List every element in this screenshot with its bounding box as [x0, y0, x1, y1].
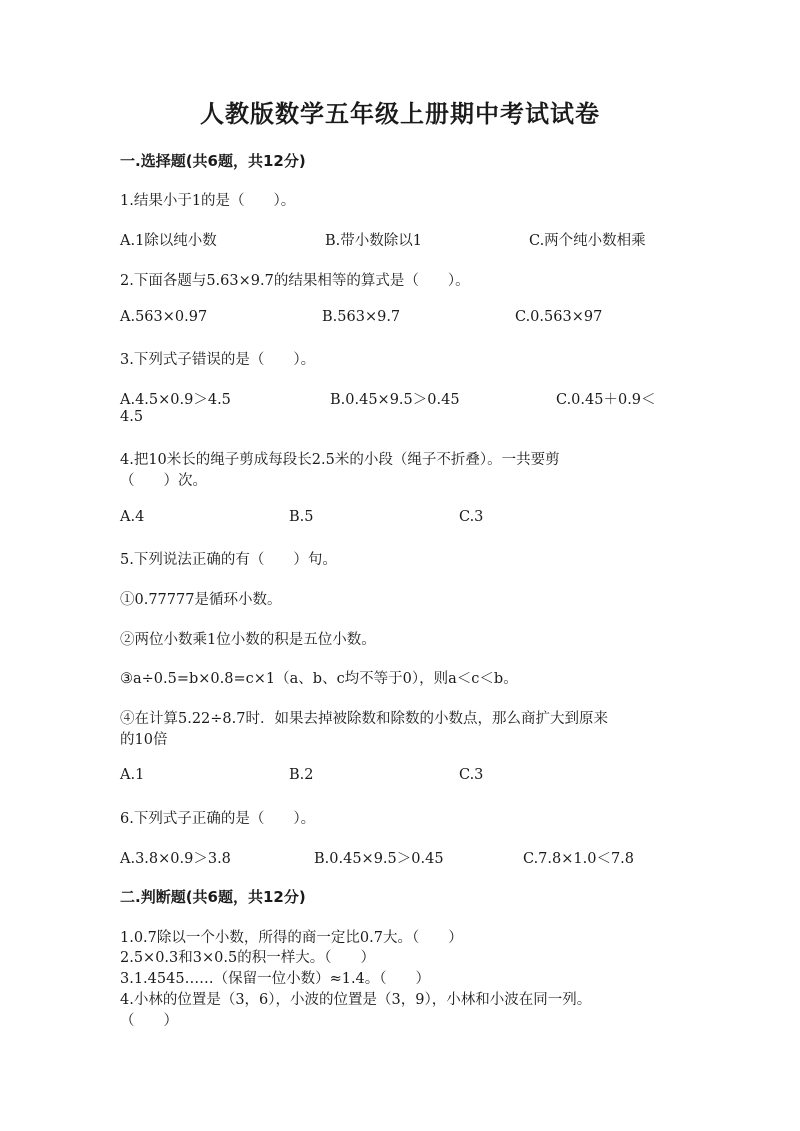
judgment-item-1: 1.0.7除以一个小数，所得的商一定比0.7大。（ ） [120, 930, 463, 946]
question-5-statement-1: ①0.77777是循环小数。 [120, 592, 282, 608]
question-6-stem: 6.下列式子正确的是（ ）。 [120, 811, 316, 827]
question-3-option-a: A.4.5×0.9＞4.5 [120, 392, 231, 408]
page-title: 人教版数学五年级上册期中考试试卷 [200, 100, 600, 128]
question-2-option-a: A.563×0.97 [120, 309, 208, 325]
question-4-stem-continued: （ ）次。 [120, 473, 207, 489]
question-5-statement-2: ②两位小数乘1位小数的积是五位小数。 [120, 632, 376, 648]
question-1-option-b: B.带小数除以1 [325, 233, 422, 249]
question-5-statement-3: ③a÷0.5=b×0.8=c×1（a、b、c均不等于0），则a＜c＜b。 [120, 671, 518, 687]
question-3-option-c: C.0.45＋0.9＜ [556, 392, 656, 408]
question-3-option-b: B.0.45×9.5＞0.45 [330, 392, 460, 408]
question-4-option-b: B.5 [289, 509, 314, 525]
question-5-option-a: A.1 [120, 767, 145, 783]
question-5-statement-4-continued: 的10倍 [120, 732, 168, 748]
question-1-stem: 1.结果小于1的是（ ）。 [120, 193, 296, 209]
question-6-option-a: A.3.8×0.9＞3.8 [120, 851, 231, 867]
question-4-option-a: A.4 [120, 509, 145, 525]
question-3-option-c-continued: 4.5 [120, 409, 144, 425]
question-2-option-c: C.0.563×97 [515, 309, 603, 325]
judgment-item-3: 3.1.4545……（保留一位小数）≈1.4。（ ） [120, 971, 431, 987]
question-5-option-b: B.2 [289, 767, 314, 783]
question-5-statement-4: ④在计算5.22÷8.7时．如果去掉被除数和除数的小数点，那么商扩大到原来 [120, 711, 608, 727]
question-6-option-c: C.7.8×1.0＜7.8 [523, 851, 635, 867]
question-1-option-a: A.1除以纯小数 [120, 233, 217, 249]
section-heading-true-false: 二.判断题(共6题，共12分) [120, 888, 306, 906]
judgment-item-4-continued: （ ） [120, 1013, 178, 1029]
question-5-stem: 5.下列说法正确的有（ ）句。 [120, 552, 337, 568]
question-2-option-b: B.563×9.7 [322, 309, 401, 325]
judgment-item-4: 4.小林的位置是（3，6），小波的位置是（3，9），小林和小波在同一列。 [120, 992, 592, 1008]
question-1-option-c: C.两个纯小数相乘 [529, 233, 646, 249]
question-6-option-b: B.0.45×9.5＞0.45 [314, 851, 444, 867]
question-5-option-c: C.3 [459, 767, 484, 783]
question-3-stem: 3.下列式子错误的是（ ）。 [120, 352, 316, 368]
question-2-stem: 2.下面各题与5.63×9.7的结果相等的算式是（ ）。 [120, 273, 470, 289]
question-4-option-c: C.3 [459, 509, 484, 525]
judgment-item-2: 2.5×0.3和3×0.5的积一样大。（ ） [120, 950, 375, 966]
question-4-stem: 4.把10米长的绳子剪成每段长2.5米的小段（绳子不折叠）。一共要剪 [120, 452, 560, 468]
section-heading-multiple-choice: 一.选择题(共6题，共12分) [120, 152, 306, 170]
